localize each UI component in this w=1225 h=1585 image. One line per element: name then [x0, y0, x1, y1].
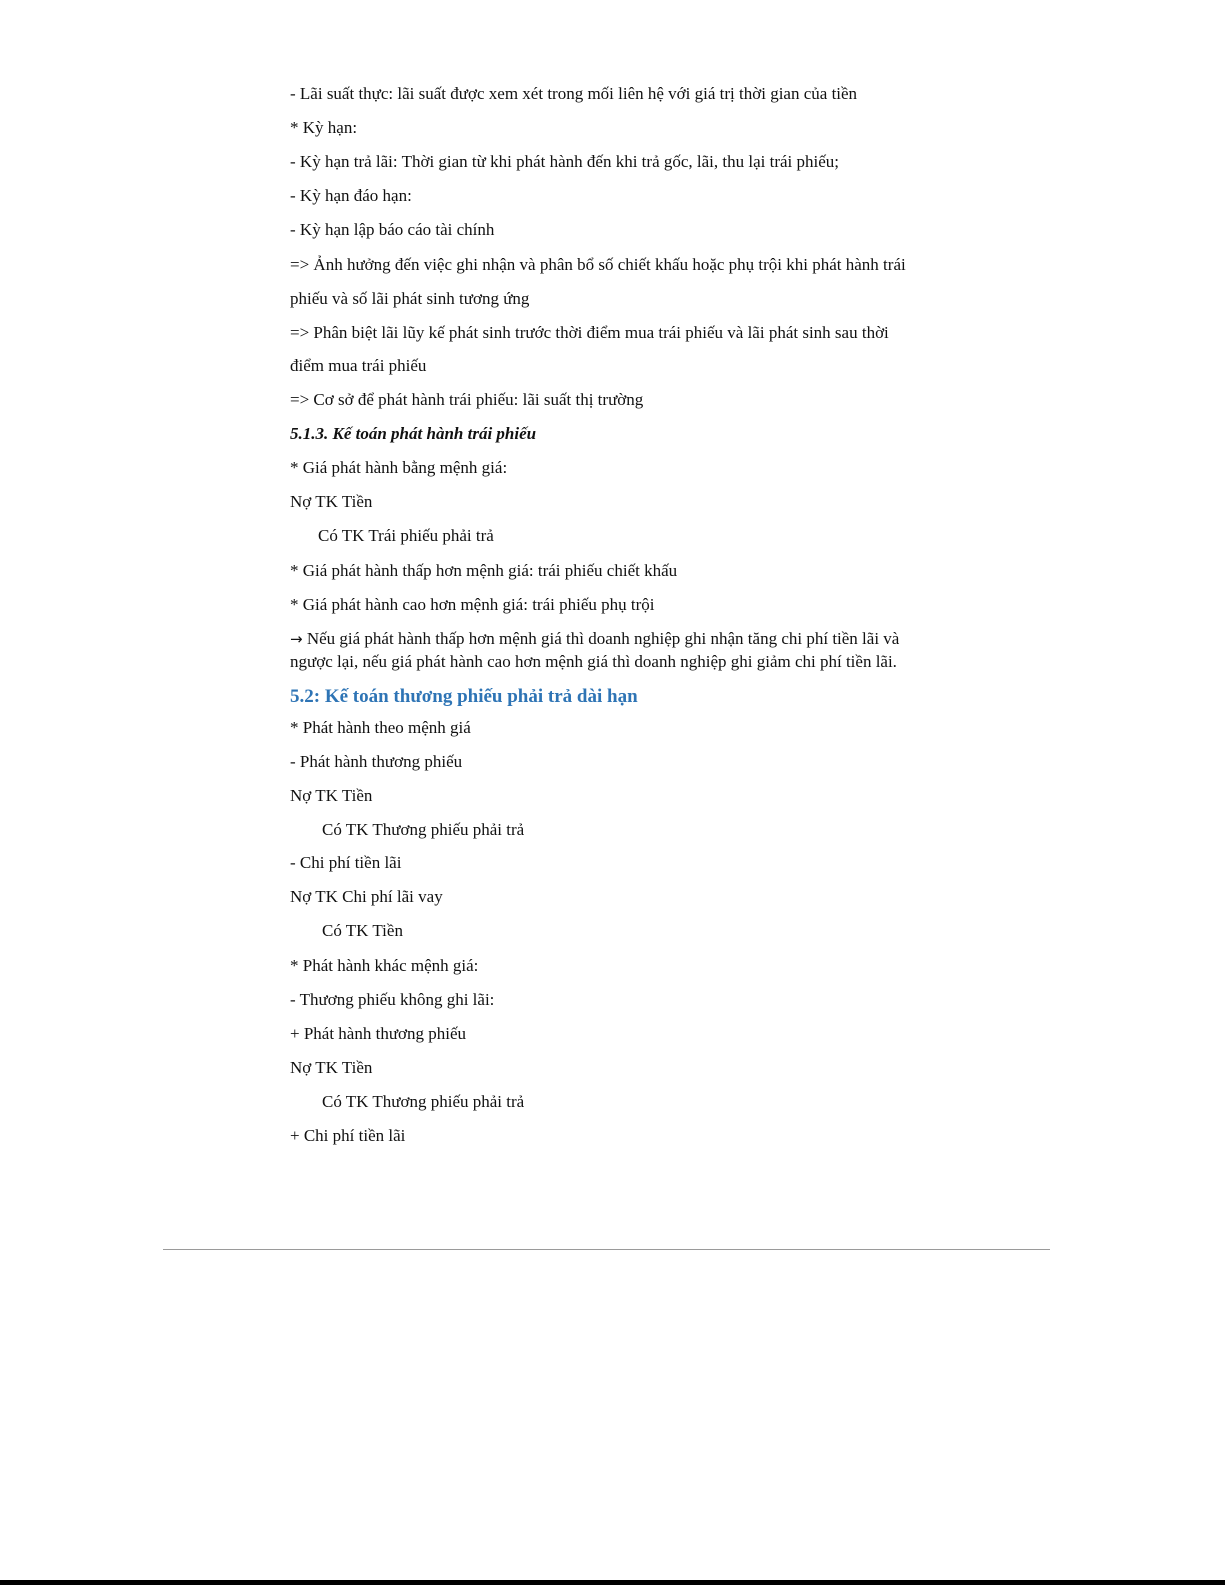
- text-line: + Chi phí tiền lãi: [290, 1126, 406, 1145]
- text-line: - Kỳ hạn đáo hạn:: [290, 186, 412, 205]
- text-line: - Lãi suất thực: lãi suất được xem xét trong mối liên hệ với giá trị thời gian của tiền: [290, 84, 858, 103]
- text-line: => Ảnh hưởng đến việc ghi nhận và phân bổ số chiết khấu hoặc phụ trội khi phát hành trái: [290, 255, 906, 274]
- text-line: điểm mua trái phiếu: [290, 356, 427, 375]
- text-line: * Phát hành theo mệnh giá: [290, 718, 471, 737]
- text-line: - Phát hành thương phiếu: [290, 752, 463, 771]
- text-span: Nếu giá phát hành thấp hơn mệnh giá thì doanh nghiệp ghi nhận tăng chi phí tiền lãi và: [306, 629, 900, 648]
- text-line: - Thương phiếu không ghi lãi:: [290, 990, 495, 1009]
- text-line: Nợ TK Tiền: [290, 492, 373, 511]
- text-line: * Giá phát hành bằng mệnh giá:: [290, 458, 508, 477]
- text-line: Có TK Tiền: [322, 921, 403, 940]
- text-line: ngược lại, nếu giá phát hành cao hơn mệnh giá thì doanh nghiệp ghi giảm chi phí tiền lãi.: [290, 652, 897, 671]
- text-line: phiếu và số lãi phát sinh tương ứng: [290, 289, 530, 308]
- text-line: + Phát hành thương phiếu: [290, 1024, 467, 1043]
- text-line: * Phát hành khác mệnh giá:: [290, 956, 479, 975]
- text-line: - Kỳ hạn trả lãi: Thời gian từ khi phát hành đến khi trả gốc, lãi, thu lại trái phiếu;: [290, 152, 840, 171]
- page-bottom-edge: [0, 1580, 1225, 1585]
- text-line: * Kỳ hạn:: [290, 118, 358, 137]
- footer-divider: [163, 1249, 1050, 1250]
- text-line: - Kỳ hạn lập báo cáo tài chính: [290, 220, 495, 239]
- section-heading-5-1-3: 5.1.3. Kế toán phát hành trái phiếu: [290, 424, 537, 443]
- text-line: Nợ TK Tiền: [290, 1058, 373, 1077]
- text-line: * Giá phát hành cao hơn mệnh giá: trái phiếu phụ trội: [290, 595, 655, 614]
- text-line: * Giá phát hành thấp hơn mệnh giá: trái phiếu chiết khấu: [290, 561, 678, 580]
- text-line: Có TK Trái phiếu phải trả: [318, 526, 494, 545]
- section-heading-5-2: 5.2: Kế toán thương phiếu phải trả dài hạn: [290, 686, 638, 707]
- text-line: Có TK Thương phiếu phải trả: [322, 1092, 525, 1111]
- text-line: => Cơ sở để phát hành trái phiếu: lãi suất thị trường: [290, 390, 644, 409]
- text-line: Nợ TK Chi phí lãi vay: [290, 887, 443, 906]
- text-line: => Phân biệt lãi lũy kế phát sinh trước thời điểm mua trái phiếu và lãi phát sinh sau thời: [290, 323, 889, 342]
- arrow-right-icon: →: [290, 630, 303, 648]
- text-line: - Chi phí tiền lãi: [290, 853, 402, 872]
- text-line: [290, 629, 899, 649]
- text-line: Nợ TK Tiền: [290, 786, 373, 805]
- text-line: Có TK Thương phiếu phải trả: [322, 820, 525, 839]
